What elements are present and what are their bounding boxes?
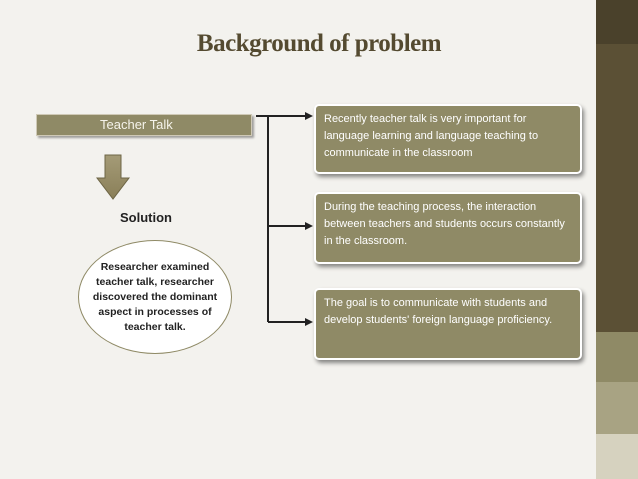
point-box: The goal is to communicate with students and develop students' foreign language proficiency. <box>314 288 582 360</box>
teacher-talk-box: Teacher Talk <box>36 114 252 136</box>
point-box: Recently teacher talk is very important for language learning and language teaching to communicate in the classroom <box>314 104 582 174</box>
solution-text: Researcher examined teacher talk, researcher discovered the dominant aspect in processes of teacher talk. <box>92 260 218 333</box>
solution-ellipse <box>78 240 232 354</box>
bracket-connector <box>256 100 318 330</box>
solution-label: Solution <box>120 210 172 225</box>
down-arrow-icon <box>96 154 130 200</box>
point-box: During the teaching process, the interaction between teachers and students occurs constantly in the classroom. <box>314 192 582 264</box>
side-decoration-band <box>596 0 638 479</box>
side-decoration-block <box>596 382 638 434</box>
side-decoration-block <box>596 332 638 382</box>
side-decoration-block <box>596 434 638 479</box>
slide-title: Background of problem <box>196 30 442 57</box>
